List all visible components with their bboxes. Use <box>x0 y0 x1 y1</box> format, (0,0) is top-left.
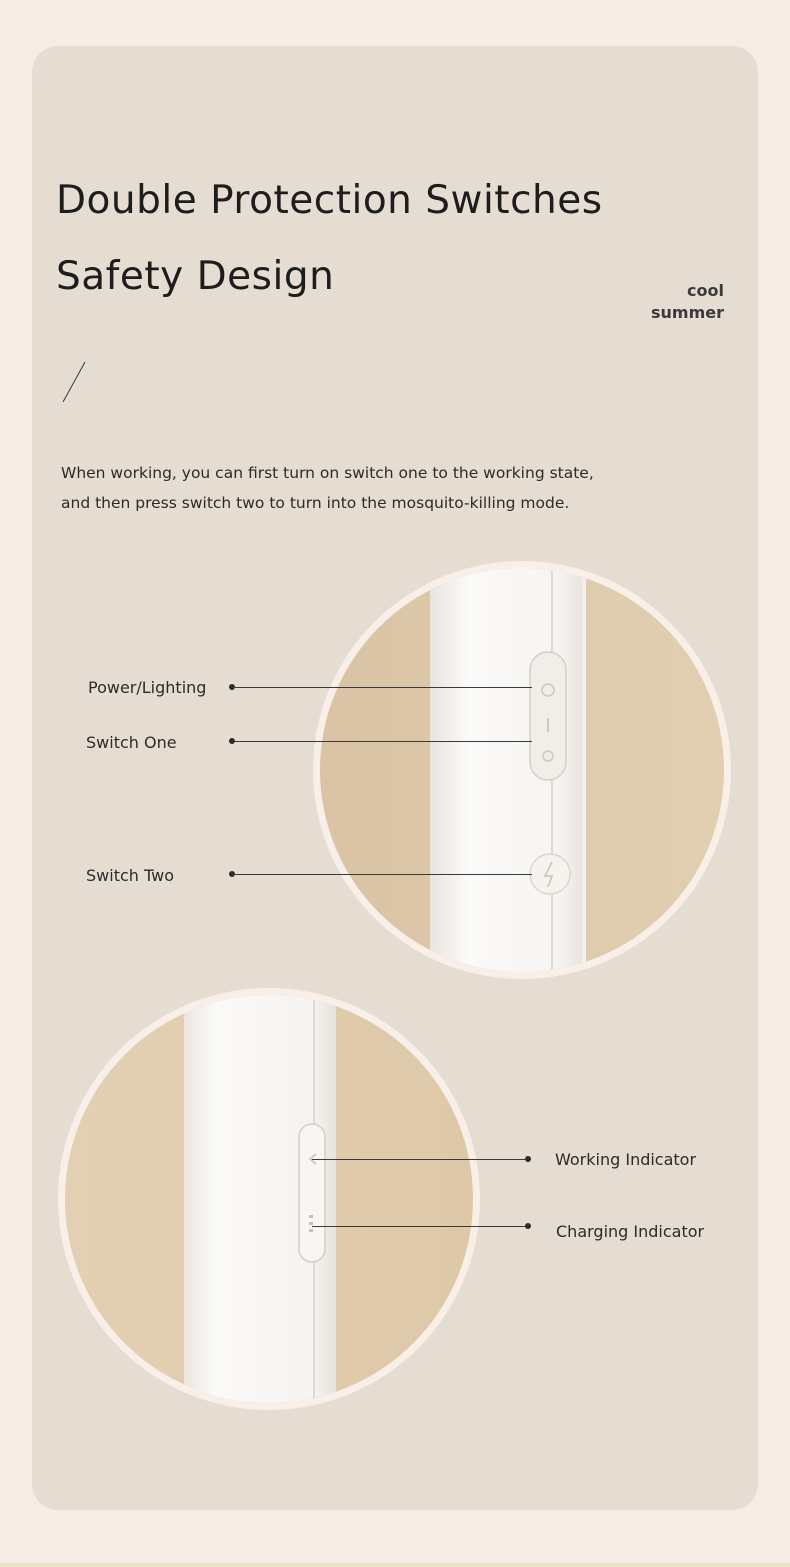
callout-charging-indicator: Charging Indicator <box>556 1222 705 1241</box>
brand-line-2: summer <box>651 303 724 322</box>
callout-power-lighting: Power/Lighting <box>88 678 207 697</box>
headline-line-1: Double Protection Switches <box>56 178 603 223</box>
callout-leader-line <box>312 1226 528 1227</box>
slash-decoration <box>60 360 90 406</box>
description <box>61 458 661 518</box>
callout-working-indicator: Working Indicator <box>555 1150 697 1169</box>
description-line-2: and then press switch two to turn into the mosquito-killing mode. <box>61 494 570 512</box>
indicator-closeup-image <box>58 988 480 1410</box>
callout-switch-one: Switch One <box>86 733 177 752</box>
headline-line-2: Safety Design <box>56 254 335 299</box>
switch-closeup-image <box>312 560 732 980</box>
callout-leader-line <box>312 1159 528 1160</box>
brand-line-1: cool <box>687 281 724 300</box>
callout-leader-line <box>232 741 532 742</box>
description-line-1: When working, you can first turn on switch one to the working state, <box>61 464 594 482</box>
callout-leader-line <box>232 687 532 688</box>
callout-dot <box>525 1223 531 1229</box>
callout-leader-line <box>232 874 532 875</box>
callout-switch-two: Switch Two <box>86 866 174 885</box>
brand-logo <box>651 280 724 324</box>
bottom-divider <box>0 1563 790 1567</box>
callout-dot <box>525 1156 531 1162</box>
